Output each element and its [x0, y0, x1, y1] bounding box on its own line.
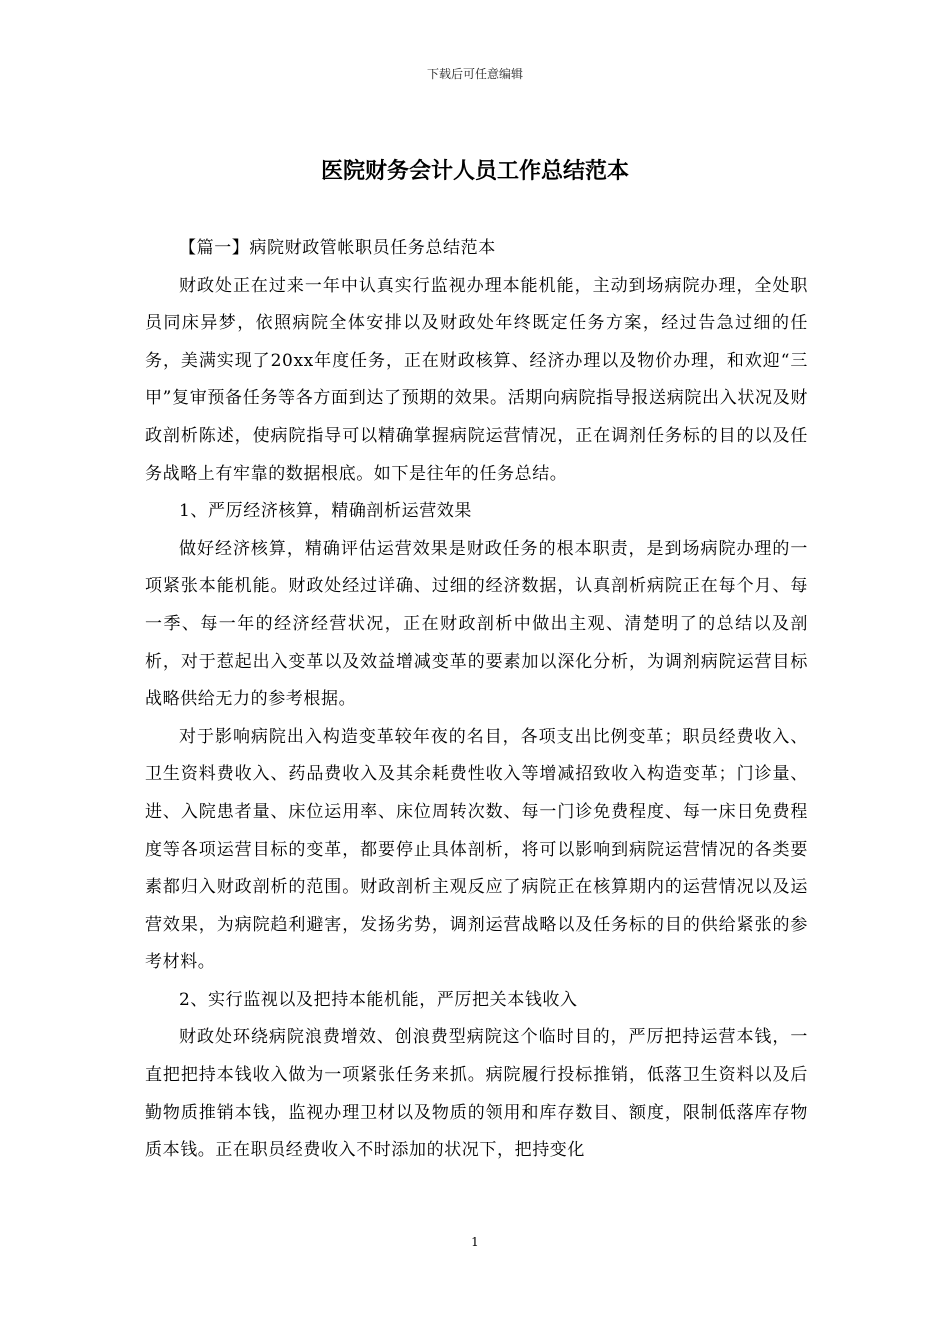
document-title: 医院财务会计人员工作总结范本 [320, 158, 629, 184]
header-note: 下载后可任意编辑 [426, 67, 523, 81]
section-heading: 【篇一】病院财政管帐职员任务总结范本 [179, 238, 496, 258]
subsection-heading: 2、实行监视以及把持本能机能，严厉把关本钱收入 [179, 989, 578, 1010]
paragraph: 做好经济核算，精确评估运营效果是财政任务的根本职责，是到场病院办理的一项紧张本能机能。财政处经过详确、过细的经济数据，认真剖析病院正在每个月、每一季、每一年的经济经营状况，正在财政剖析中做出主观、清楚明了的总结以及剖析，对于惹起出入变革以及效益增减变革的要素加以深化分析，为调剂病院运营目标战略供给无力的参考根据。 [145, 538, 808, 710]
page-number: 1 [471, 1235, 479, 1249]
document-body [145, 230, 808, 1170]
paragraph: 对于影响病院出入构造变革较年夜的名目，各项支出比例变革；职员经费收入、卫生资料费收入、药品费收入及其余耗费性收入等增减招致收入构造变革；门诊量、进、入院患者量、床位运用率、床位周转次数、每一门诊免费程度、每一床日免费程度等各项运营目标的变革，都要停止具体剖析，将可以影响到病院运营情况的各类要素都归入财政剖析的范围。财政剖析主观反应了病院正在核算期内的运营情况以及运营效果，为病院趋利避害，发扬劣势，调剂运营战略以及任务标的目的供给紧张的参考材料。 [145, 726, 808, 973]
paragraph: 财政处正在过来一年中认真实行监视办理本能机能，主动到场病院办理，全处职员同床异梦，依照病院全体安排以及财政处年终既定任务方案，经过告急过细的任务，美满实现了20xx年度任务，正在财政核算、经济办理以及物价办理，和欢迎“三甲”复审预备任务等各方面到达了预期的效果。活期向病院指导报送病院出入状况及财政剖析陈述，使病院指导可以精确掌握病院运营情况，正在调剂任务标的目的以及任务战略上有牢靠的数据根底。如下是往年的任务总结。 [145, 275, 808, 484]
paragraph: 财政处环绕病院浪费增效、创浪费型病院这个临时目的，严厉把持运营本钱，一直把把持本钱收入做为一项紧张任务来抓。病院履行投标推销，低落卫生资料以及后勤物质推销本钱，监视办理卫材以及物质的领用和库存数目、额度，限制低落库存物质本钱。正在职员经费收入不时添加的状况下，把持变化 [145, 1027, 808, 1161]
subsection-heading: 1、严厉经济核算，精确剖析运营效果 [179, 501, 473, 522]
